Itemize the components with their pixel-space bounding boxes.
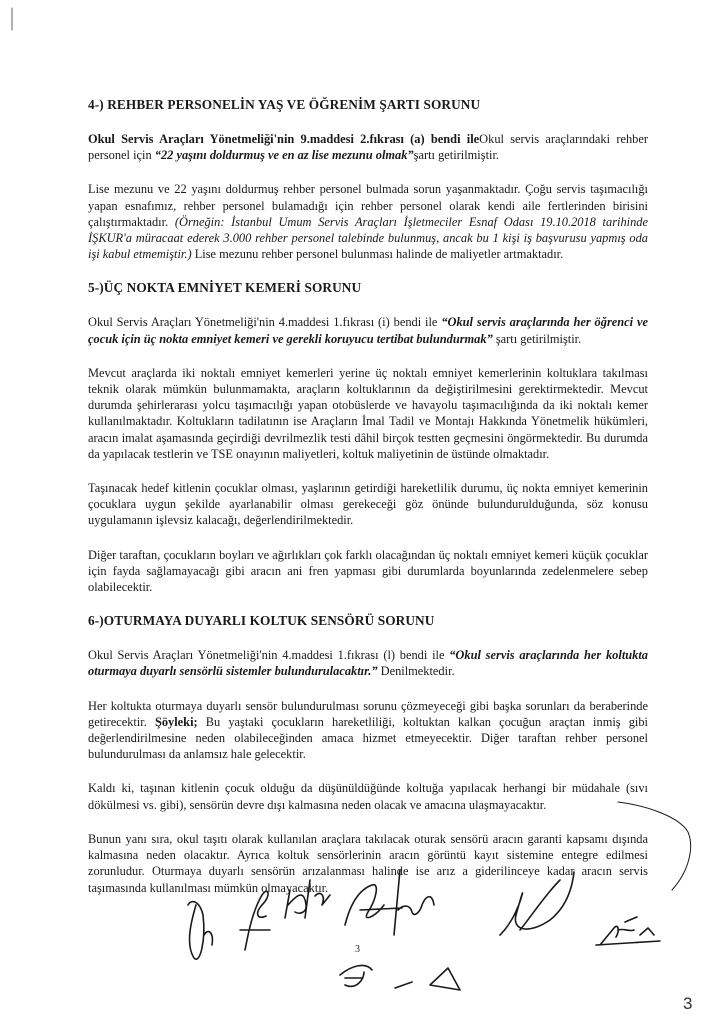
page-number: 3 — [683, 994, 693, 1013]
section5-paragraph-4: Diğer taraftan, çocukların boyları ve ağırlıkları çok farklı olacağından üç noktalı emniyet kemeri küçük çocuklar için fayda sağlamayacağı gibi aracın ani fren yapması gibi durumlarda boyunlarında zedelenmelere sebep olabilecektir. — [88, 547, 648, 595]
section5-paragraph-1 — [88, 314, 648, 346]
section5-paragraph-2: Mevcut araçlarda iki noktalı emniyet kemerleri yerine üç noktalı emniyet kemerlerinin koltuklara takılması teknik olarak mümkün bulunmamakta, araçların koltuklarının da değiştirilmesini gerektirmektedir. Mevcut durumda şehirlerarası yolcu taşımacılığı yapan otobüslerde ve havayolu taşımacılığında da iki noktalı kemer kullanılmaktadır. Koltukların tadilatının ise Araçların İmal Tadil ve Montajı Hakkında Yönetmelik hükümleri, aracın imalat aşamasında geçirdiği devrilmezlik testi dâhil birçok testten geçmesini öngörmektedir. Bu durumda da yapılacak testlerin ve TSE onayının maliyetleri, koltuk maliyetinin de üstünde olmaktadır. — [88, 365, 648, 461]
example-note: (Örneğin: İstanbul Umum Servis Araçları İşletmeciler Esnaf Odası 19.10.2018 tarihinde İŞKUR'a müracaat ederek 3.000 rehber personel talebinde bulunmuş, ancak bu 1 kişi iş başvurusu yapmış oda işi kabul etmemiştir.) — [88, 214, 648, 262]
section4-paragraph-1 — [88, 131, 648, 163]
section-heading-6: 6-)OTURMAYA DUYARLI KOLTUK SENSÖRÜ SORUNU — [88, 613, 435, 629]
section6-paragraph-1 — [88, 647, 648, 679]
quoted-requirement: “Okul servis araçlarında her koltukta oturmaya duyarlı sensörlü sistemler bulundurulacaktır.” — [88, 648, 648, 679]
section-heading-4: 4-) REHBER PERSONELİN YAŞ VE ÖĞRENİM ŞARTI SORUNU — [88, 97, 481, 112]
text-run: Her koltukta oturmaya duyarlı sensör bulundurulması sorunu çözmeyeceği gibi başka sorunları da beraberinde getirecektir. — [88, 698, 648, 729]
text-run: şartı getirilmiştir. — [413, 148, 499, 163]
text-run: Okul servis araçlarındaki rehber personel için — [88, 132, 648, 163]
text-run: Lise mezunu rehber personel bulunması halinde de maliyetler artmaktadır. — [191, 247, 564, 262]
section-heading-5: 5-)ÜÇ NOKTA EMNİYET KEMERİ SORUNU — [88, 280, 362, 296]
text-run: Okul Servis Araçları Yönetmeliği'nin 4.maddesi 1.fıkrası (i) bendi ile — [88, 315, 442, 330]
section4-paragraph-2 — [88, 181, 648, 262]
document-body — [88, 97, 648, 914]
text-run: şartı getirilmiştir. — [492, 331, 582, 346]
text-run: Okul Servis Araçları Yönetmeliği'nin 4.maddesi 1.fıkrası (l) bendi ile — [88, 648, 450, 663]
emphasis: Şöyleki; — [154, 714, 198, 729]
text-run: Denilmektedir. — [377, 664, 455, 679]
text-run: Lise mezunu ve 22 yaşını doldurmuş rehber personel bulmada sorun yaşanmaktadır. Çoğu servis taşımacılığı yapan esnafımız, rehber personel bulamadığı için rehber personel olarak kendi aile fertlerinden birisini çalıştırmaktadır. — [88, 182, 648, 229]
section5-paragraph-3: Taşınacak hedef kitlenin çocuklar olması, yaşlarının getirdiği hareketlilik durumu, üç nokta emniyet kemerinin çocuklara uygun şekilde ayarlanabilir olması gerekeceği göz önünde bulundurulduğunda, söz konusu uygulamanın işlevsiz kalacağı, değerlendirilmektedir. — [88, 481, 648, 528]
signature-5 — [340, 965, 460, 990]
center-page-number: 3 — [355, 944, 360, 955]
regulation-reference: Okul Servis Araçları Yönetmeliği'nin 9.maddesi 2.fıkrası (a) bendi ile — [88, 132, 480, 146]
quoted-requirement: “22 yaşını doldurmuş ve en az lise mezunu olmak” — [154, 148, 414, 163]
quoted-requirement: “Okul servis araçlarında her öğrenci ve çocuk için üç nokta emniyet kemeri ve gerekli koruyucu tertibat bulundurmak” — [88, 315, 648, 346]
section6-paragraph-2 — [88, 698, 648, 763]
section6-paragraph-4: Bunun yanı sıra, okul taşıtı olarak kullanılan araçlara takılacak oturak sensörü aracın garanti kapsamı dışında kalmasına neden olacaktır. Ayrıca koltuk sensörlerinin aracın görüntü kayıt sistemine entegre edilmesi zorunludur. Oturmaya duyarlı sensörün arızalanması halinde ise arız a giderilinceye kadar aracın servis taşımasında kullanılması mümkün olmayacaktır. — [88, 831, 648, 895]
section6-paragraph-3: Kaldı ki, taşınan kitlenin çocuk olduğu da düşünüldüğünde koltuğa yapılacak herhangi bir müdahale (sıvı dökülmesi vs. gibi), sensörün devre dışı kalmasına neden olacak ve amacına ulaşmayacaktır. — [88, 781, 648, 812]
signature-7 — [596, 917, 660, 945]
text-run: Bu yaştaki çocukların hareketliliği, koltuktan kalkan çocuğun araçtan inmiş gibi değerlendirilmesine neden olabileceğinden amaca hizmet etmeyecektir. Diğer taraftan rehber personel bulundurulması da anlamsız hale gelecektir. — [88, 714, 648, 762]
